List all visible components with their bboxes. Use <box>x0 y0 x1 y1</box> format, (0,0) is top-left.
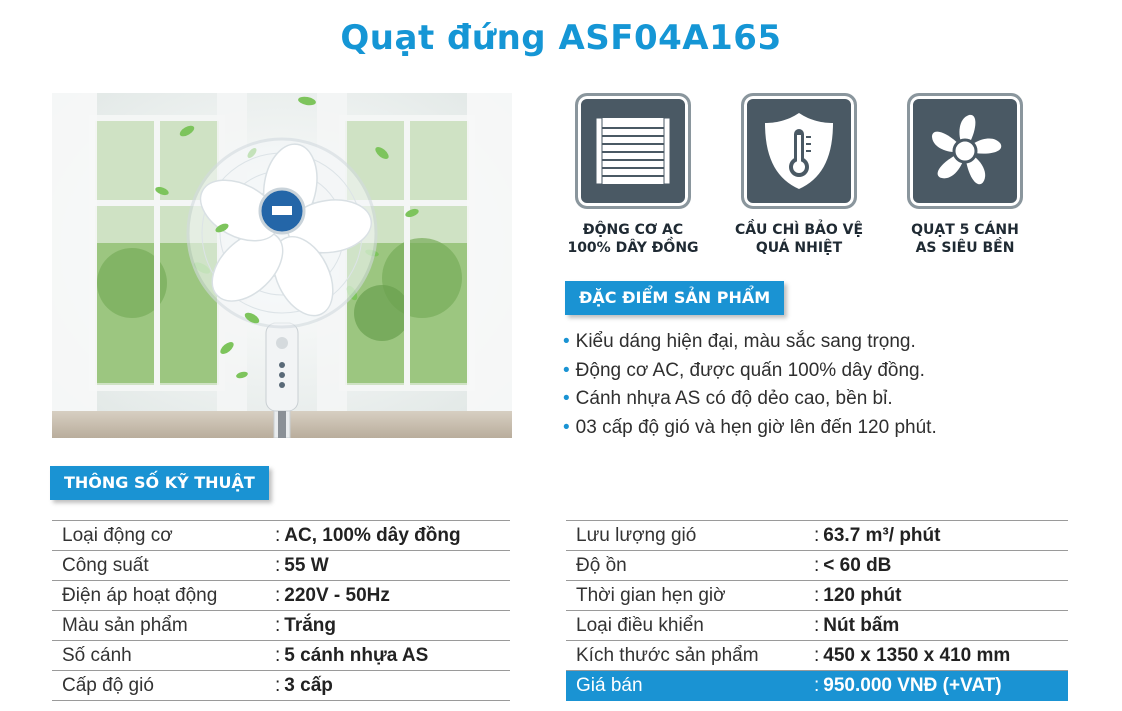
spec-label: Công suất <box>52 551 275 581</box>
spec-value: 5 cánh nhựa AS <box>284 644 429 666</box>
list-item: • 03 cấp độ gió và hẹn giờ lên đến 120 phút. <box>563 416 937 438</box>
spec-label: Điện áp hoạt động <box>52 581 275 611</box>
table-row: Số cánh : 5 cánh nhựa AS <box>52 641 510 671</box>
spec-label: Loại điều khiển <box>566 611 814 641</box>
spec-label: Độ ồn <box>566 551 814 581</box>
table-row: Loại động cơ : AC, 100% dây đồng <box>52 521 510 551</box>
feature-label: ĐỘNG CƠ AC 100% DÂY ĐỒNG <box>567 222 699 256</box>
spec-value: Trắng <box>284 614 337 636</box>
table-row: Cấp độ gió : 3 cấp <box>52 671 510 701</box>
spec-value: 3 cấp <box>284 674 333 696</box>
spec-label: Màu sản phẩm <box>52 611 275 641</box>
table-row: Điện áp hoạt động : 220V - 50Hz <box>52 581 510 611</box>
spec-label: Thời gian hẹn giờ <box>566 581 814 611</box>
table-row: Công suất : 55 W <box>52 551 510 581</box>
spec-table-left <box>52 520 510 701</box>
spec-value: AC, 100% dây đồng <box>284 524 461 546</box>
price-value: 950.000 VNĐ (+VAT) <box>823 674 1002 696</box>
spec-value: 450 x 1350 x 410 mm <box>823 644 1011 666</box>
feature-label: CẦU CHÌ BẢO VỆ QUÁ NHIỆT <box>734 222 864 256</box>
feature-fan-blades <box>895 93 1035 257</box>
features-heading: ĐẶC ĐIỂM SẢN PHẨM <box>565 281 784 315</box>
copper-coil-icon <box>575 93 691 209</box>
spec-value: 63.7 m³/ phút <box>823 524 941 546</box>
page-title: Quạt đứng ASF04A165 <box>340 18 782 58</box>
spec-label: Cấp độ gió <box>52 671 275 701</box>
bullet-marker: • <box>563 388 570 409</box>
table-row: Loại điều khiển : Nút bấm <box>566 611 1068 641</box>
list-item: • Động cơ AC, được quấn 100% dây đồng. <box>563 359 925 381</box>
spec-label: Số cánh <box>52 641 275 671</box>
bullet-marker: • <box>563 331 570 352</box>
table-row: Lưu lượng gió : 63.7 m³/ phút <box>566 521 1068 551</box>
table-row: Màu sản phẩm : Trắng <box>52 611 510 641</box>
spec-table-right <box>566 520 1068 701</box>
list-item: • Cánh nhựa AS có độ dẻo cao, bền bỉ. <box>563 388 893 409</box>
feature-thermal-fuse <box>729 93 869 257</box>
table-row: Thời gian hẹn giờ : 120 phút <box>566 581 1068 611</box>
spec-value: 120 phút <box>823 584 902 606</box>
fan-blades-icon <box>907 93 1023 209</box>
spec-value: < 60 dB <box>823 554 892 576</box>
spec-value: Nút bấm <box>823 614 900 636</box>
feature-list <box>563 328 937 442</box>
spec-label: Lưu lượng gió <box>566 521 814 551</box>
spec-label: Kích thước sản phẩm <box>566 641 814 671</box>
feature-ac-motor <box>563 93 703 257</box>
product-photo <box>52 93 512 438</box>
thermal-shield-icon <box>741 93 857 209</box>
bullet-marker: • <box>563 416 570 438</box>
price-row: Giá bán : 950.000 VNĐ (+VAT) <box>566 671 1068 701</box>
list-item: • Kiểu dáng hiện đại, màu sắc sang trọng. <box>563 331 916 352</box>
bullet-marker: • <box>563 359 570 381</box>
feature-label: QUẠT 5 CÁNH AS SIÊU BỀN <box>911 222 1019 256</box>
table-row: Độ ồn : < 60 dB <box>566 551 1068 581</box>
spec-value: 220V - 50Hz <box>284 584 390 606</box>
spec-value: 55 W <box>284 554 329 576</box>
specs-heading: THÔNG SỐ KỸ THUẬT <box>50 466 269 500</box>
price-label: Giá bán <box>566 671 814 701</box>
spec-label: Loại động cơ <box>52 521 275 551</box>
table-row: Kích thước sản phẩm : 450 x 1350 x 410 mm <box>566 641 1068 671</box>
